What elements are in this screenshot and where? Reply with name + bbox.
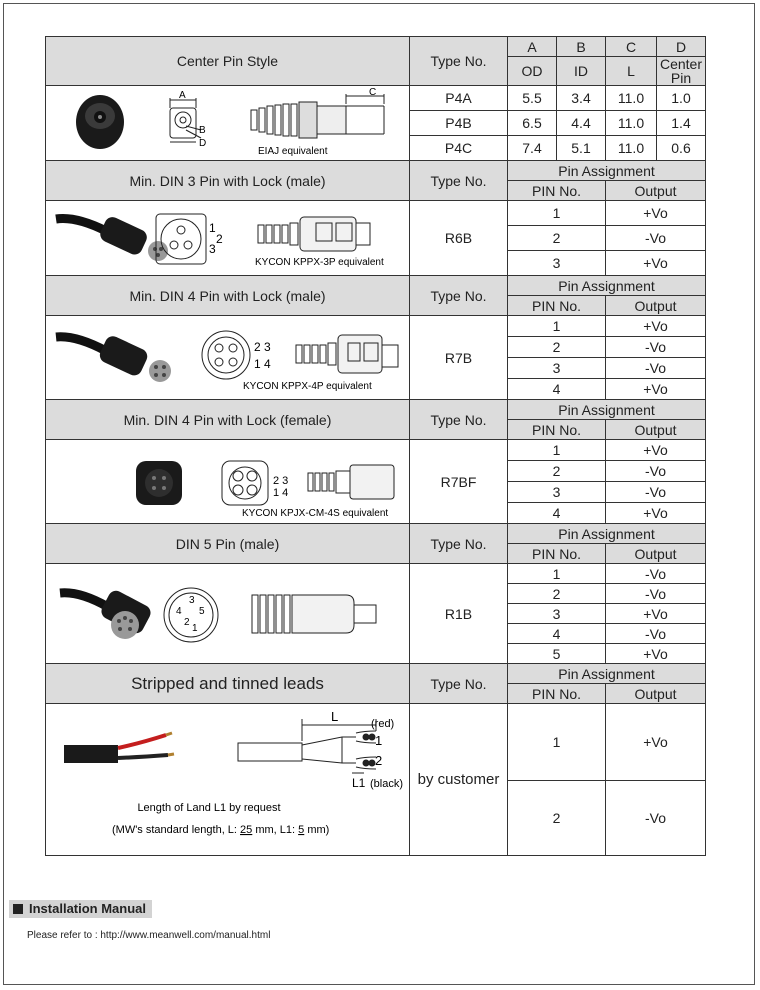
installation-manual-heading [9,900,152,918]
s1-type-header: Type No. [410,37,508,86]
r1b-pin-4: 4 [508,624,606,644]
r7b-pin-4: 4 [508,379,606,400]
r1b-output-1: -Vo [606,564,706,584]
type-r1b: R1B [410,564,508,664]
din3-side-view [258,217,370,251]
leads-diagram [46,705,408,855]
din5-side-view [252,595,376,633]
s2-pin-no-header: PIN No. [508,181,606,201]
din4-female-diagram [46,441,408,523]
r7b-pin-1: 1 [508,316,606,337]
lead-note-2-l1-value: 5 [298,823,305,836]
s5-pin-no-header: PIN No. [508,544,606,564]
din3-pin-label-1: 1 [209,221,216,235]
s2-equivalent: KYCON KPPX-3P equivalent [255,257,384,268]
din4-female-side-view [308,465,394,499]
s6-diagram [46,704,410,856]
lead-label-l: L [331,708,339,724]
type-r6b: R6B [410,201,508,276]
r1b-pin-2: 2 [508,584,606,604]
center-pin-plug-diagram [46,86,408,160]
lead-label-2: 2 [375,752,383,768]
dim-letter-d: D [657,37,706,57]
s2-pin-assignment: Pin Assignment [508,161,706,181]
lead-note-2-pre: (MW's standard length, L: [112,823,241,836]
p4c-id: 5.1 [557,136,606,161]
r7bf-pin-4: 4 [508,503,606,524]
din3-photo [56,214,168,261]
r7b-output-3: -Vo [606,358,706,379]
r7bf-output-2: -Vo [606,461,706,482]
s5-output-header: Output [606,544,706,564]
r1b-pin-5: 5 [508,644,606,664]
type-r7b: R7B [410,316,508,400]
s4-type-header: Type No. [410,400,508,440]
r1b-pin-3: 3 [508,604,606,624]
dim-name-od: OD [508,57,557,86]
type-r7bf: R7BF [410,440,508,524]
din4-male-diagram [46,317,408,399]
din5-label-2: 2 [184,616,190,628]
r1b-pin-1: 1 [508,564,606,584]
dim-letter-c: C [606,37,657,57]
dim-label-d: D [199,138,207,149]
p4a-od: 5.5 [508,86,557,111]
s5-pin-assignment: Pin Assignment [508,524,706,544]
s6-pin-assignment: Pin Assignment [508,664,706,684]
s3-equivalent: KYCON KPPX-4P equivalent [243,380,372,392]
dim-label-c: C [369,87,377,98]
connector-spec-table [45,36,706,856]
lead-note-2-mid: mm, L1: [252,823,299,836]
installation-manual-title: Installation Manual [29,901,147,916]
p4a-l: 11.0 [606,86,657,111]
dim-name-id: ID [557,57,606,86]
r1b-output-3: +Vo [606,604,706,624]
din4-female-photo [136,461,182,505]
lead-label-black: (black) [370,777,404,790]
s4-diagram [46,440,410,524]
s5-type-header: Type No. [410,524,508,564]
s6-type-header: Type No. [410,664,508,704]
lead-note-1: Length of Land L1 by request [137,801,281,814]
din4-male-label-top: 2 3 [254,339,271,354]
r6b-pin-1: 1 [508,201,606,226]
s2-output-header: Output [606,181,706,201]
manual-link-text[interactable]: Please refer to : http://www.meanwell.com/manual.html [27,930,271,941]
r6b-output-2: -Vo [606,226,706,251]
r7bf-output-4: +Vo [606,503,706,524]
s2-diagram [46,201,410,276]
s3-pin-assignment: Pin Assignment [508,276,706,296]
leads-output-1: +Vo [606,704,706,781]
s5-title: DIN 5 Pin (male) [46,524,410,564]
din5-label-5: 5 [199,605,205,617]
p4c-center-pin: 0.6 [657,136,706,161]
type-p4c: P4C [410,136,508,161]
dim-letter-b: B [557,37,606,57]
din5-plug-diagram [46,565,408,663]
din3-pin-label-2: 2 [216,232,223,246]
p4b-l: 11.0 [606,111,657,136]
dim-name-l: L [606,57,657,86]
s6-output-header: Output [606,684,706,704]
leads-output-2: -Vo [606,781,706,856]
p4b-od: 6.5 [508,111,557,136]
type-p4b: P4B [410,111,508,136]
s5-diagram [46,564,410,664]
r1b-output-5: +Vo [606,644,706,664]
r7bf-output-1: +Vo [606,440,706,461]
s6-title: Stripped and tinned leads [46,664,410,704]
p4c-od: 7.4 [508,136,557,161]
din5-photo [60,587,153,638]
plug-front-view [170,98,201,142]
s4-pin-assignment: Pin Assignment [508,400,706,420]
s2-type-header: Type No. [410,161,508,201]
r7b-output-4: +Vo [606,379,706,400]
s6-pin-no-header: PIN No. [508,684,606,704]
dim-name-center-pin: Center Pin [657,57,706,86]
p4a-id: 3.4 [557,86,606,111]
r1b-output-4: -Vo [606,624,706,644]
r6b-output-3: +Vo [606,251,706,276]
lead-label-1: 1 [375,732,383,748]
s3-diagram [46,316,410,400]
s2-title: Min. DIN 3 Pin with Lock (male) [46,161,410,201]
din5-label-4: 4 [176,605,182,617]
dim-label-a: A [179,90,186,101]
s3-type-header: Type No. [410,276,508,316]
r1b-output-2: -Vo [606,584,706,604]
lead-note-2-post: mm) [304,823,330,836]
din5-label-3: 3 [189,594,195,606]
type-p4a: P4A [410,86,508,111]
s4-equivalent: KYCON KPJX-CM-4S equivalent [242,507,389,519]
lead-note-2 [112,824,329,836]
lead-note-2-l-value: 25 [240,823,253,836]
square-bullet-icon [13,904,23,914]
din3-pin-label-3: 3 [209,242,216,256]
lead-label-red: (red) [371,717,395,730]
s4-pin-no-header: PIN No. [508,420,606,440]
din5-label-1: 1 [192,622,198,634]
din4-female-label-top: 2 3 [273,474,289,487]
r7bf-pin-1: 1 [508,440,606,461]
din4-male-photo [56,333,171,381]
s1-equivalent: EIAJ equivalent [258,146,328,157]
din4-male-label-bottom: 1 4 [254,356,271,371]
r6b-pin-2: 2 [508,226,606,251]
r7bf-pin-2: 2 [508,461,606,482]
r7bf-output-3: -Vo [606,482,706,503]
p4b-center-pin: 1.4 [657,111,706,136]
s3-pin-no-header: PIN No. [508,296,606,316]
din4-female-face [222,461,268,505]
s3-output-header: Output [606,296,706,316]
r6b-output-1: +Vo [606,201,706,226]
r6b-pin-3: 3 [508,251,606,276]
r7b-output-2: -Vo [606,337,706,358]
s1-diagram [46,86,410,161]
s4-title: Min. DIN 4 Pin with Lock (female) [46,400,410,440]
din4-male-side-view [296,335,398,373]
p4c-l: 11.0 [606,136,657,161]
plug-photo [76,95,124,149]
leads-drawing [238,719,376,773]
dim-label-b: B [199,125,206,136]
s1-title: Center Pin Style [46,37,410,86]
lead-label-l1: L1 [352,775,366,790]
din4-female-label-bottom: 1 4 [273,486,289,499]
leads-pin-2: 2 [508,781,606,856]
r7b-pin-3: 3 [508,358,606,379]
din3-plug-diagram [46,201,408,275]
plug-side-view [251,94,384,138]
r7bf-pin-3: 3 [508,482,606,503]
r7b-output-1: +Vo [606,316,706,337]
p4b-id: 4.4 [557,111,606,136]
r7b-pin-2: 2 [508,337,606,358]
leads-pin-1: 1 [508,704,606,781]
dim-letter-a: A [508,37,557,57]
p4a-center-pin: 1.0 [657,86,706,111]
leads-photo [64,733,174,763]
type-by-customer: by customer [410,704,508,856]
s3-title: Min. DIN 4 Pin with Lock (male) [46,276,410,316]
din4-male-face [202,331,250,379]
s4-output-header: Output [606,420,706,440]
